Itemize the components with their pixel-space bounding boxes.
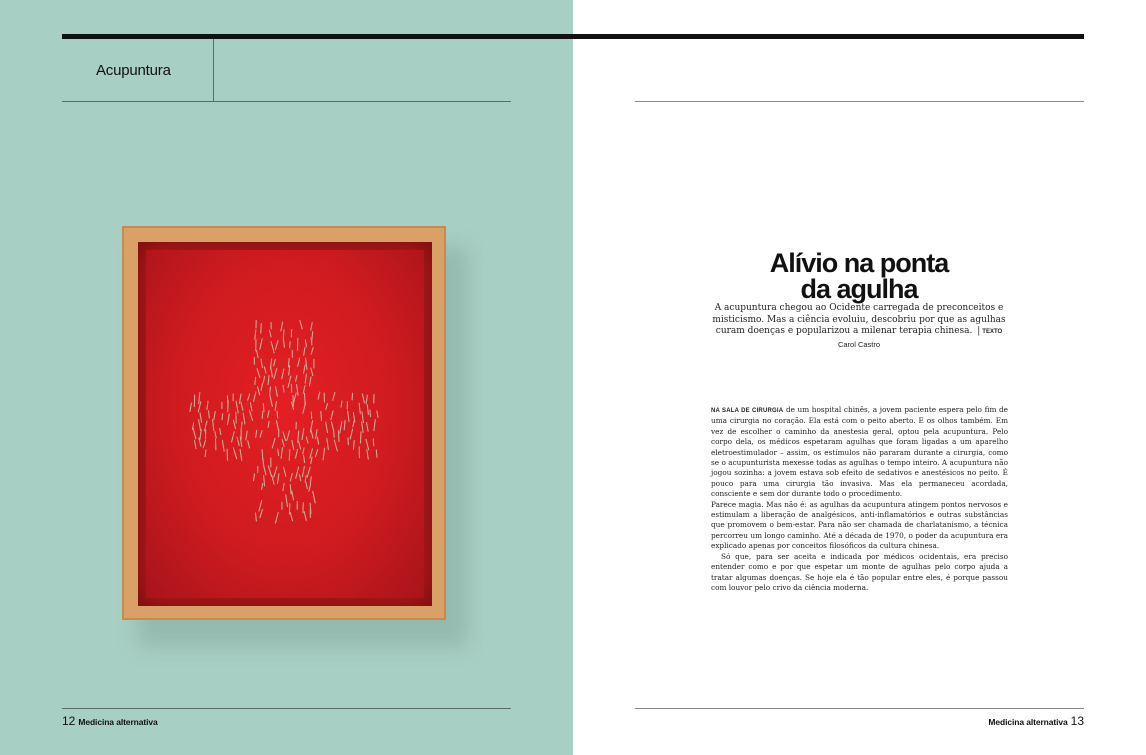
red-cloth — [146, 250, 424, 598]
running-title-left: Medicina alternativa — [78, 717, 158, 727]
needle — [264, 367, 266, 373]
needle — [236, 401, 238, 413]
needle — [350, 429, 352, 439]
page-number-left: 12 — [62, 714, 76, 728]
article-headline — [640, 250, 1078, 302]
needle — [264, 476, 265, 486]
needle — [195, 440, 196, 448]
needle — [302, 428, 304, 439]
needle — [310, 377, 311, 386]
needle — [296, 449, 298, 458]
needle — [290, 485, 291, 495]
credit-label: TEXTO — [982, 329, 1003, 335]
needle — [278, 474, 279, 484]
needle — [321, 412, 322, 421]
needle — [283, 484, 284, 491]
needle — [276, 421, 278, 431]
needle — [270, 395, 273, 407]
needle — [340, 422, 342, 433]
needle — [268, 376, 269, 385]
needle — [278, 449, 279, 456]
needle — [274, 360, 276, 366]
needle — [367, 422, 369, 431]
needle — [317, 437, 318, 444]
needle — [207, 401, 208, 409]
needle — [296, 467, 299, 478]
needle — [305, 475, 306, 482]
needle — [292, 441, 294, 450]
needle — [288, 376, 291, 387]
needle — [275, 341, 278, 350]
needle — [268, 421, 269, 427]
needle — [359, 403, 360, 413]
needle — [306, 482, 307, 488]
needle — [232, 432, 235, 442]
needle — [333, 392, 335, 400]
section-divider-right — [635, 101, 1084, 102]
top-rule-right — [573, 34, 1084, 39]
needle — [193, 428, 196, 438]
needle — [246, 431, 247, 440]
needle — [220, 429, 221, 435]
needle — [304, 455, 305, 462]
needle — [304, 347, 305, 355]
needle — [255, 513, 256, 521]
section-label: Acupuntura — [96, 62, 171, 79]
needle — [254, 392, 256, 402]
needle — [362, 412, 364, 423]
footer-rule-right — [635, 708, 1084, 709]
needle — [361, 432, 362, 443]
needle — [283, 339, 284, 347]
needle — [213, 420, 214, 431]
needle — [313, 491, 316, 503]
needle — [300, 321, 302, 329]
needle — [303, 448, 304, 454]
needle — [190, 403, 191, 411]
section-divider-left — [62, 101, 511, 102]
needle — [283, 432, 286, 441]
needle — [302, 467, 304, 477]
needle — [289, 450, 290, 461]
needle — [248, 441, 250, 448]
needle — [255, 377, 256, 384]
needle — [228, 401, 229, 412]
needle — [281, 448, 282, 459]
needle — [311, 323, 313, 331]
needle — [276, 387, 278, 397]
top-rule-left — [62, 34, 573, 39]
needle — [306, 358, 307, 369]
needle — [261, 383, 263, 390]
needle — [260, 339, 262, 349]
needle — [290, 513, 292, 521]
needle — [255, 330, 256, 339]
body-paragraph-3: Só que, para ser aceita e indicada por médicos ocidentais, era preciso entender como e por que espetar um monte de agulhas pelo corpo ajuda a tratar algumas doenças. Se hoje ela é tão popular entre eles, é porque passou com louvor pelo crivo da ciência moderna. — [711, 551, 1008, 592]
needle — [228, 414, 230, 424]
running-title-right: Medicina alternativa — [988, 717, 1068, 727]
needle — [263, 403, 264, 411]
needle — [303, 385, 305, 393]
needle — [233, 448, 236, 459]
needle — [300, 475, 301, 481]
needle — [303, 403, 306, 414]
needle — [276, 512, 279, 523]
needle — [311, 457, 312, 464]
needle — [257, 351, 259, 358]
box-interior — [138, 242, 432, 606]
needle — [274, 369, 277, 379]
needle — [290, 342, 291, 348]
needle — [272, 438, 275, 448]
paragraph-1-text: de um hospital chinês, a jovem paciente espera pelo fim de uma cirurgia no coração. Ela está com o peito aberto. E os olhos também. Em vez de escolher o caminho da anestesia geral, optou pela acupuntura. Pelo corpo dela, os médicos espetaram agulhas que foram ligadas a um aparelho eletroestimulador – assim, os estímulos não pararam durante a cirurgia, como se o acupunturista mexesse todas as agulhas o tempo inteiro. A acupuntura não jogou sozinha: a jovem estava sob efeito de sedativos e anestésicos no peito. É pouco para uma cirurgia tão invasiva. Mas ela permaneceu acordada, consciente e sem dor durante todo o procedimento. — [711, 405, 1008, 499]
needle — [334, 440, 337, 451]
needle — [367, 405, 368, 415]
needle — [298, 441, 300, 449]
needle — [269, 330, 271, 336]
credit-separator: | — [977, 326, 981, 336]
needle — [326, 422, 328, 432]
needle — [284, 467, 286, 476]
needle — [258, 387, 260, 395]
folio-right — [988, 714, 1084, 728]
needle — [262, 450, 263, 460]
needle — [268, 411, 269, 418]
needle — [305, 340, 306, 347]
right-page — [573, 0, 1146, 755]
needle — [289, 358, 290, 367]
needle — [311, 368, 313, 376]
needle — [281, 322, 283, 331]
needle — [334, 430, 335, 437]
body-paragraph-1 — [711, 405, 1008, 500]
needle — [263, 465, 266, 475]
needle — [331, 411, 333, 420]
lead-in: NA SALA DE CIRURGIA — [711, 408, 784, 414]
needle — [304, 365, 306, 373]
needle — [309, 484, 311, 491]
needle — [366, 395, 367, 404]
needle — [326, 404, 328, 410]
needle — [292, 491, 294, 500]
needle — [200, 413, 202, 422]
section-divider-vertical — [213, 39, 214, 101]
body-paragraph-2: Parece magia. Mas não é: as agulhas da acupuntura atingem pontos nervosos e estimulam a liberação de analgésicos, anti-inflamatórios e outras substâncias que promovem o bem-estar. Para não ser chamada de charlatanismo, a técnica percorreu um longo caminho. Até a década de 1970, o poder da acupuntura era explicado apenas por conceitos filosóficos da cultura chinesa. — [711, 499, 1008, 551]
folio-left — [62, 714, 158, 728]
headline-line-2: da agulha — [800, 274, 918, 304]
needle-cross-icon — [146, 250, 424, 598]
needle — [348, 411, 349, 422]
needle — [274, 467, 277, 477]
needle — [222, 414, 223, 420]
needle — [377, 411, 378, 417]
needle — [240, 449, 242, 460]
needle — [271, 341, 274, 353]
needle — [287, 431, 290, 441]
needle — [243, 413, 245, 424]
needle — [311, 348, 313, 355]
needle — [205, 450, 206, 457]
needle — [261, 324, 262, 334]
needle — [283, 385, 284, 392]
needle — [282, 369, 284, 379]
needle — [296, 376, 297, 382]
needle — [222, 441, 224, 452]
needle — [366, 439, 369, 450]
needle — [318, 392, 320, 399]
needle — [316, 430, 317, 439]
needle — [214, 411, 215, 419]
needle — [311, 429, 313, 438]
needle — [275, 401, 276, 410]
needle — [298, 358, 300, 366]
article-body — [711, 405, 1008, 593]
acupuncture-box-photo — [118, 222, 458, 632]
needle — [209, 411, 210, 418]
needle — [259, 501, 262, 511]
needle — [251, 403, 252, 411]
needle — [205, 421, 207, 431]
needle — [353, 420, 355, 427]
needle — [316, 449, 318, 456]
needle — [367, 450, 369, 460]
needle — [286, 495, 288, 507]
needle — [374, 420, 375, 431]
needle — [263, 376, 264, 382]
needle — [260, 510, 263, 518]
needle — [248, 394, 250, 400]
needle — [237, 437, 239, 445]
needle — [241, 402, 243, 410]
needle — [294, 393, 297, 402]
needle — [254, 474, 255, 481]
page-number-right: 13 — [1070, 714, 1084, 728]
needle — [362, 394, 364, 403]
needle — [305, 374, 306, 383]
needle — [234, 420, 236, 428]
needle — [215, 432, 216, 438]
needle — [362, 422, 364, 433]
footer-rule-left — [62, 708, 511, 709]
needle — [270, 387, 271, 395]
needle — [249, 410, 252, 420]
needle — [331, 422, 333, 429]
needle — [283, 330, 284, 340]
needle — [306, 437, 308, 443]
needle — [203, 440, 205, 448]
needle — [282, 440, 284, 447]
headline-line-1: Alívio na ponta — [769, 248, 949, 278]
needle — [341, 401, 342, 407]
needle — [323, 448, 325, 460]
wooden-box-frame — [122, 226, 446, 620]
needle — [199, 392, 200, 403]
deck-text: A acupuntura chegou ao Ocidente carregada de preconceitos e misticismo. Mas a ciência evoluiu, descobriu por que as agulhas curam doenças e popularizou a milenar terapia chinesa. — [712, 303, 1006, 336]
needle — [257, 369, 260, 378]
needle — [338, 431, 339, 442]
needle — [304, 512, 306, 521]
needle — [370, 410, 371, 417]
needle — [277, 411, 278, 418]
needle — [262, 412, 263, 419]
needle — [199, 420, 201, 431]
needle — [256, 430, 257, 437]
needle — [271, 367, 273, 377]
needle — [200, 430, 201, 440]
needle — [290, 473, 292, 481]
needle — [262, 484, 263, 490]
needle — [241, 422, 242, 430]
needle — [297, 385, 299, 396]
article-deck — [706, 303, 1012, 351]
credit-name: Carol Castro — [837, 339, 881, 349]
needle — [307, 467, 310, 477]
needle — [354, 441, 355, 450]
needle — [376, 450, 377, 457]
needle — [344, 420, 345, 429]
needle — [261, 359, 262, 368]
needle — [310, 477, 311, 484]
needle — [327, 438, 329, 449]
needle — [260, 431, 262, 438]
